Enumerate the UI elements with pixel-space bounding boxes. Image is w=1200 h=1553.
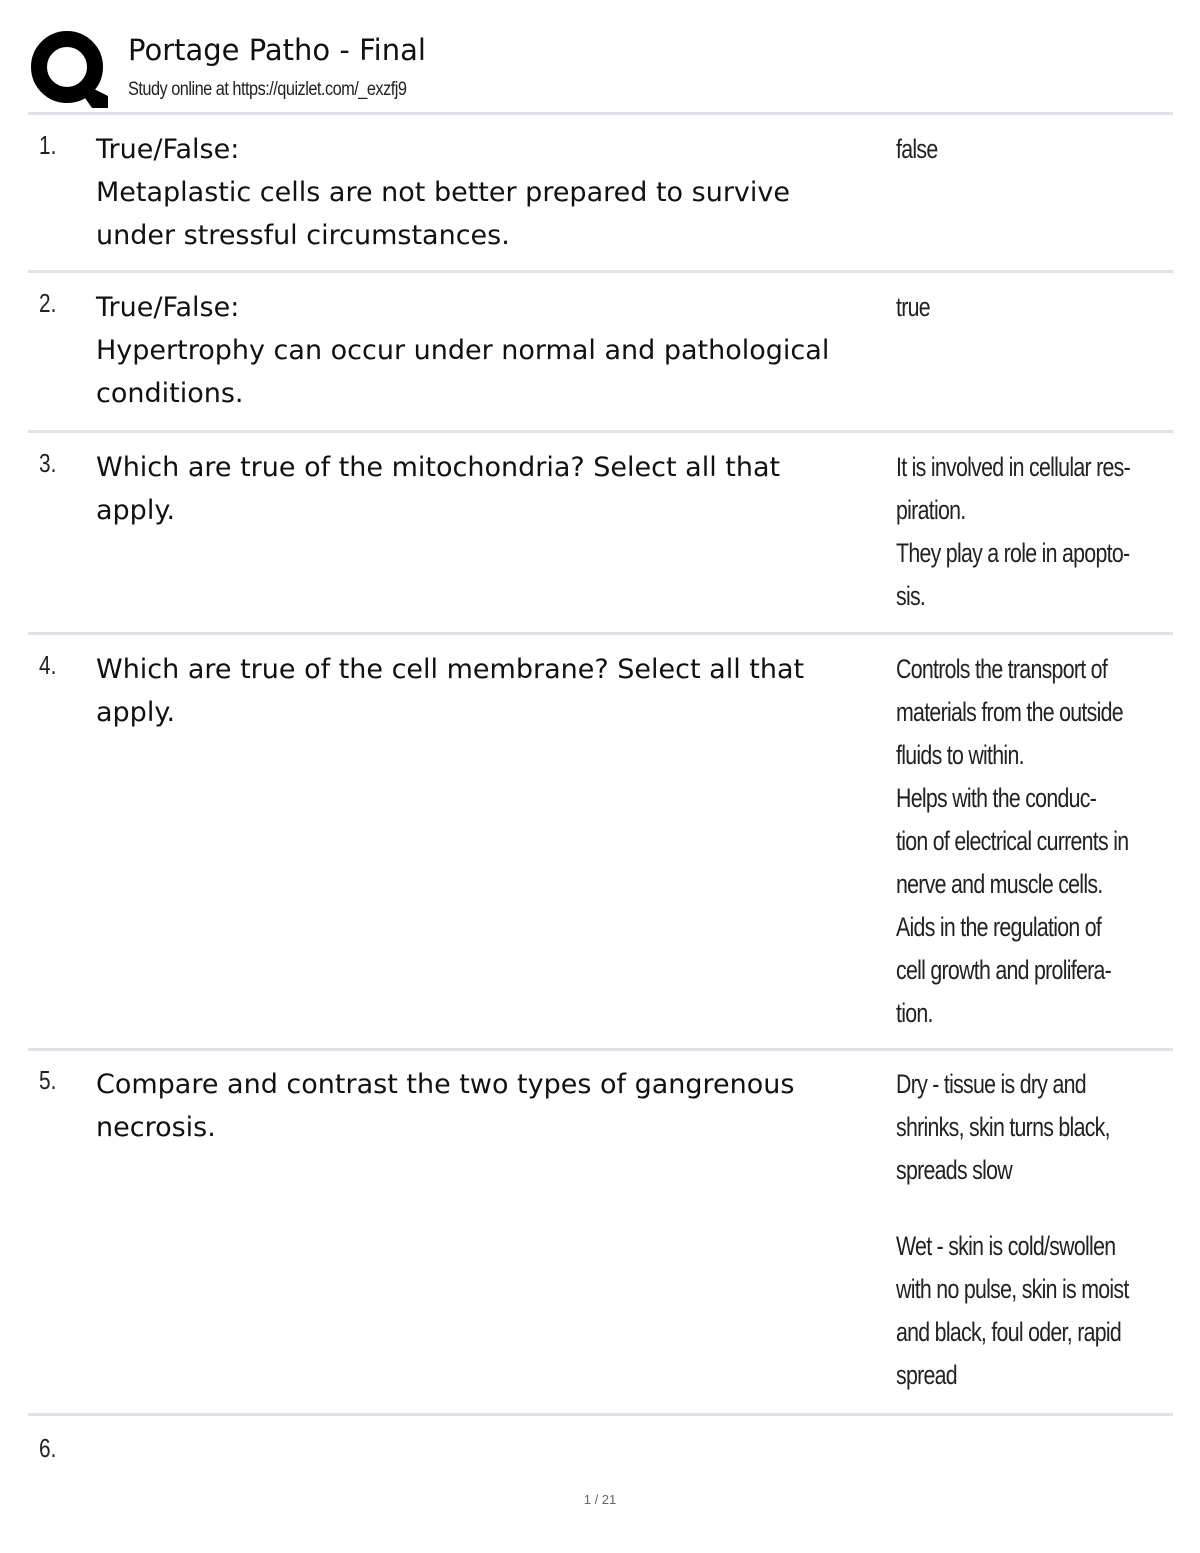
card-divider [28, 430, 1173, 433]
definition-line: spreads slow [896, 1155, 1012, 1185]
definition-line: fluids to within. [896, 740, 1024, 770]
definition-line: piration. [896, 495, 966, 525]
definition-line: spread [896, 1360, 957, 1390]
card-number: 6. [39, 1433, 57, 1463]
card-term [96, 446, 896, 532]
header-divider [28, 112, 1173, 115]
study-link-text[interactable]: Study online at https://quizlet.com/_exzfj9 [128, 79, 407, 100]
term-line: True/False: [96, 134, 240, 165]
definition-line: with no pulse, skin is moist [896, 1274, 1129, 1304]
card-number: 1. [39, 130, 57, 160]
card-divider [28, 632, 1173, 635]
term-line: Compare and contrast the two types of gangrenous [96, 1069, 795, 1100]
definition-line: sis. [896, 581, 926, 611]
definition-line: nerve and muscle cells. [896, 869, 1103, 899]
term-line: apply. [96, 495, 176, 526]
definition-line: tion of electrical currents in [896, 826, 1129, 856]
flashcard-row [28, 446, 1173, 621]
flashcard-row [28, 128, 1173, 258]
quizlet-logo-icon [30, 30, 108, 108]
flashcard-row [28, 286, 1173, 416]
term-line: Metaplastic cells are not better prepared to survive [96, 177, 790, 208]
card-divider [28, 1048, 1173, 1051]
card-definition [896, 1063, 1133, 1397]
term-line: apply. [96, 697, 176, 728]
definition-line: and black, foul oder, rapid [896, 1317, 1122, 1347]
term-line: Which are true of the cell membrane? Select all that [96, 654, 805, 685]
card-term [96, 648, 896, 734]
card-definition [896, 128, 1133, 171]
card-definition [896, 648, 1133, 1035]
card-number: 4. [39, 650, 57, 680]
definition-line: materials from the outside [896, 697, 1123, 727]
definition-line: Aids in the regulation of [896, 912, 1102, 942]
definition-line: It is involved in cellular res- [896, 452, 1131, 482]
definition-line: cell growth and prolifera- [896, 955, 1112, 985]
definition-line: shrinks, skin turns black, [896, 1112, 1110, 1142]
definition-line: Helps with the conduc- [896, 783, 1097, 813]
definition-line: They play a role in apopto- [896, 538, 1130, 568]
definition-line: Dry - tissue is dry and [896, 1069, 1086, 1099]
card-definition [896, 446, 1133, 618]
term-line: necrosis. [96, 1112, 216, 1143]
term-line: Which are true of the mitochondria? Select all that [96, 452, 781, 483]
term-line: True/False: [96, 292, 240, 323]
card-term [96, 128, 896, 257]
paragraph-gap [896, 1192, 1133, 1225]
term-line: Hypertrophy can occur under normal and pathological [96, 335, 830, 366]
card-number: 2. [39, 288, 57, 318]
page-title: Portage Patho - Final [128, 33, 426, 67]
definition-line: tion. [896, 998, 933, 1028]
page-header [30, 28, 1172, 112]
flashcard-row [28, 1431, 1173, 1471]
term-line: under stressful circumstances. [96, 220, 510, 251]
card-divider [28, 270, 1173, 273]
card-number: 3. [39, 448, 57, 478]
definition-line: false [896, 134, 938, 164]
definition-line: Controls the transport of [896, 654, 1108, 684]
term-line: conditions. [96, 378, 244, 409]
card-definition [896, 286, 1133, 329]
page-number: 1 / 21 [583, 1492, 617, 1507]
flashcard-row [28, 648, 1173, 1038]
flashcard-row [28, 1063, 1173, 1403]
card-divider [28, 1413, 1173, 1416]
card-number: 5. [39, 1065, 57, 1095]
definition-line: true [896, 292, 930, 322]
card-term [96, 1063, 896, 1149]
card-term [96, 286, 896, 415]
definition-line: Wet - skin is cold/swollen [896, 1231, 1116, 1261]
